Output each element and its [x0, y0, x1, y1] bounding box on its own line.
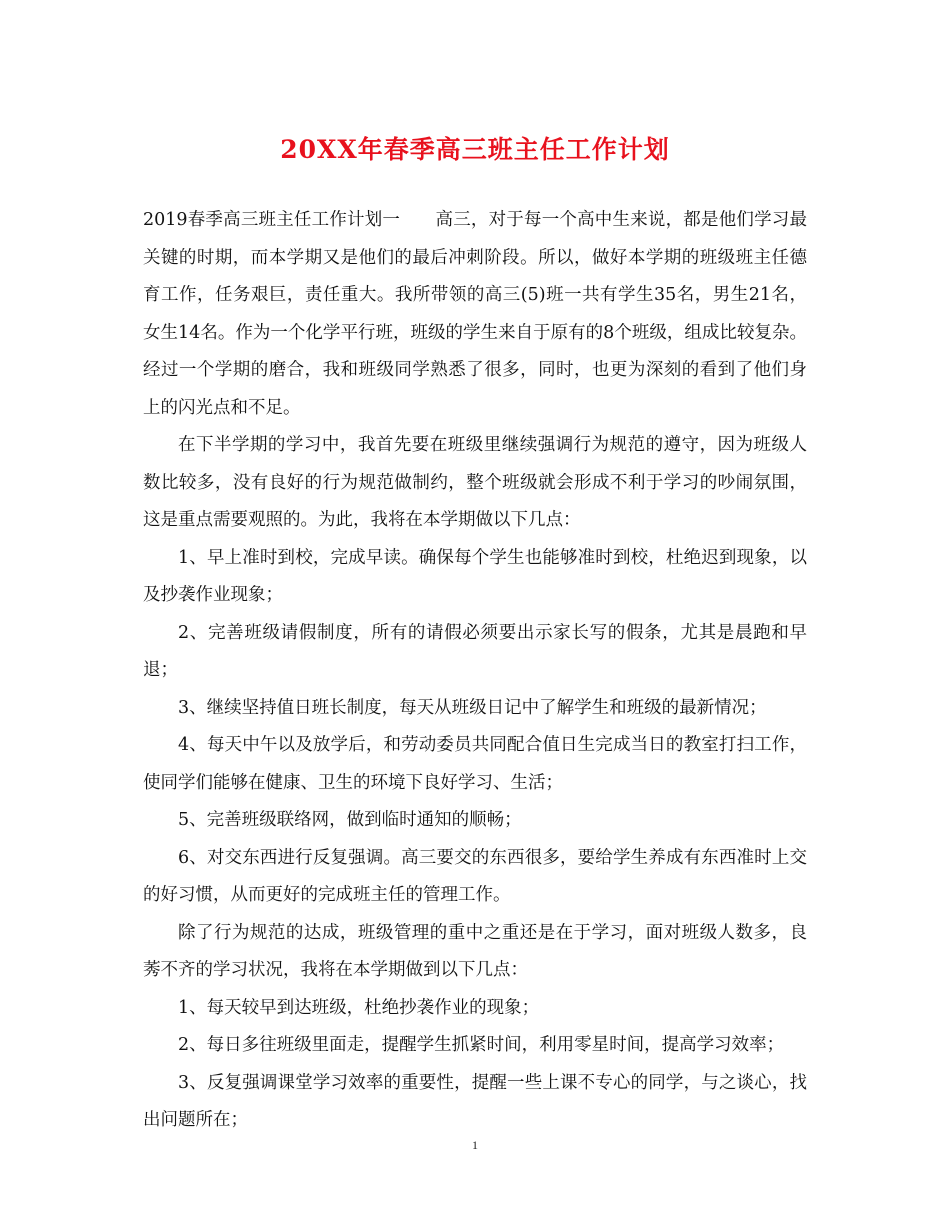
list-item: 3、继续坚持值日班长制度，每天从班级日记中了解学生和班级的最新情况；: [178, 697, 767, 718]
paragraph-study-intro: 除了行为规范的达成，班级管理的重中之重还是在于学习，面对班级人数多，良莠不齐的学习状况，我将在本学期做到以下几点：: [143, 922, 807, 980]
list-item: 3、反复强调课堂学习效率的重要性，提醒一些上课不专心的同学，与之谈心，找出问题所在；: [143, 1072, 807, 1130]
list-item: 1、早上准时到校，完成早读。确保每个学生也能够准时到校，杜绝迟到现象，以及抄袭作业现象；: [143, 547, 807, 605]
list-item: 4、每天中午以及放学后，和劳动委员共同配合值日生完成当日的教室打扫工作，使同学们能够在健康、卫生的环境下良好学习、生活；: [143, 735, 807, 793]
list-item: 2、完善班级请假制度，所有的请假必须要出示家长写的假条，尤其是晨跑和早退；: [143, 622, 807, 680]
paragraph-behavior-intro: 在下半学期的学习中，我首先要在班级里继续强调行为规范的遵守，因为班级人数比较多，没有良好的行为规范做制约，整个班级就会形成不利于学习的吵闹氛围，这是重点需要观照的。为此，我将在本学期做以下几点：: [143, 435, 807, 530]
document-body: [143, 202, 807, 1140]
page-number: 1: [472, 1138, 478, 1152]
list-item: 1、每天较早到达班级，杜绝抄袭作业的现象；: [178, 997, 540, 1018]
list-item: 5、完善班级联络网，做到临时通知的顺畅；: [178, 810, 522, 830]
list-item: 6、对交东西进行反复强调。高三要交的东西很多，要给学生养成有东西准时上交的好习惯，从而更好的完成班主任的管理工作。: [143, 847, 807, 905]
document-title: 20XX年春季高三班主任工作计划: [280, 135, 670, 164]
list-item: 2、每日多往班级里面走，提醒学生抓紧时间，利用零星时间，提高学习效率；: [178, 1035, 785, 1055]
paragraph-intro: 2019春季高三班主任工作计划一 高三，对于每一个高中生来说，都是他们学习最关键的时期，而本学期又是他们的最后冲刺阶段。所以，做好本学期的班级班主任德育工作，任务艰巨，责任重大。我所带领的高三(5)班一共有学生35名，男生21名，女生14名。作为一个化学平行班，班级的学生来自于原有的8个班级，组成比较复杂。经过一个学期的磨合，我和班级同学熟悉了很多，同时，也更为深刻的看到了他们身上的闪光点和不足。: [143, 210, 807, 418]
